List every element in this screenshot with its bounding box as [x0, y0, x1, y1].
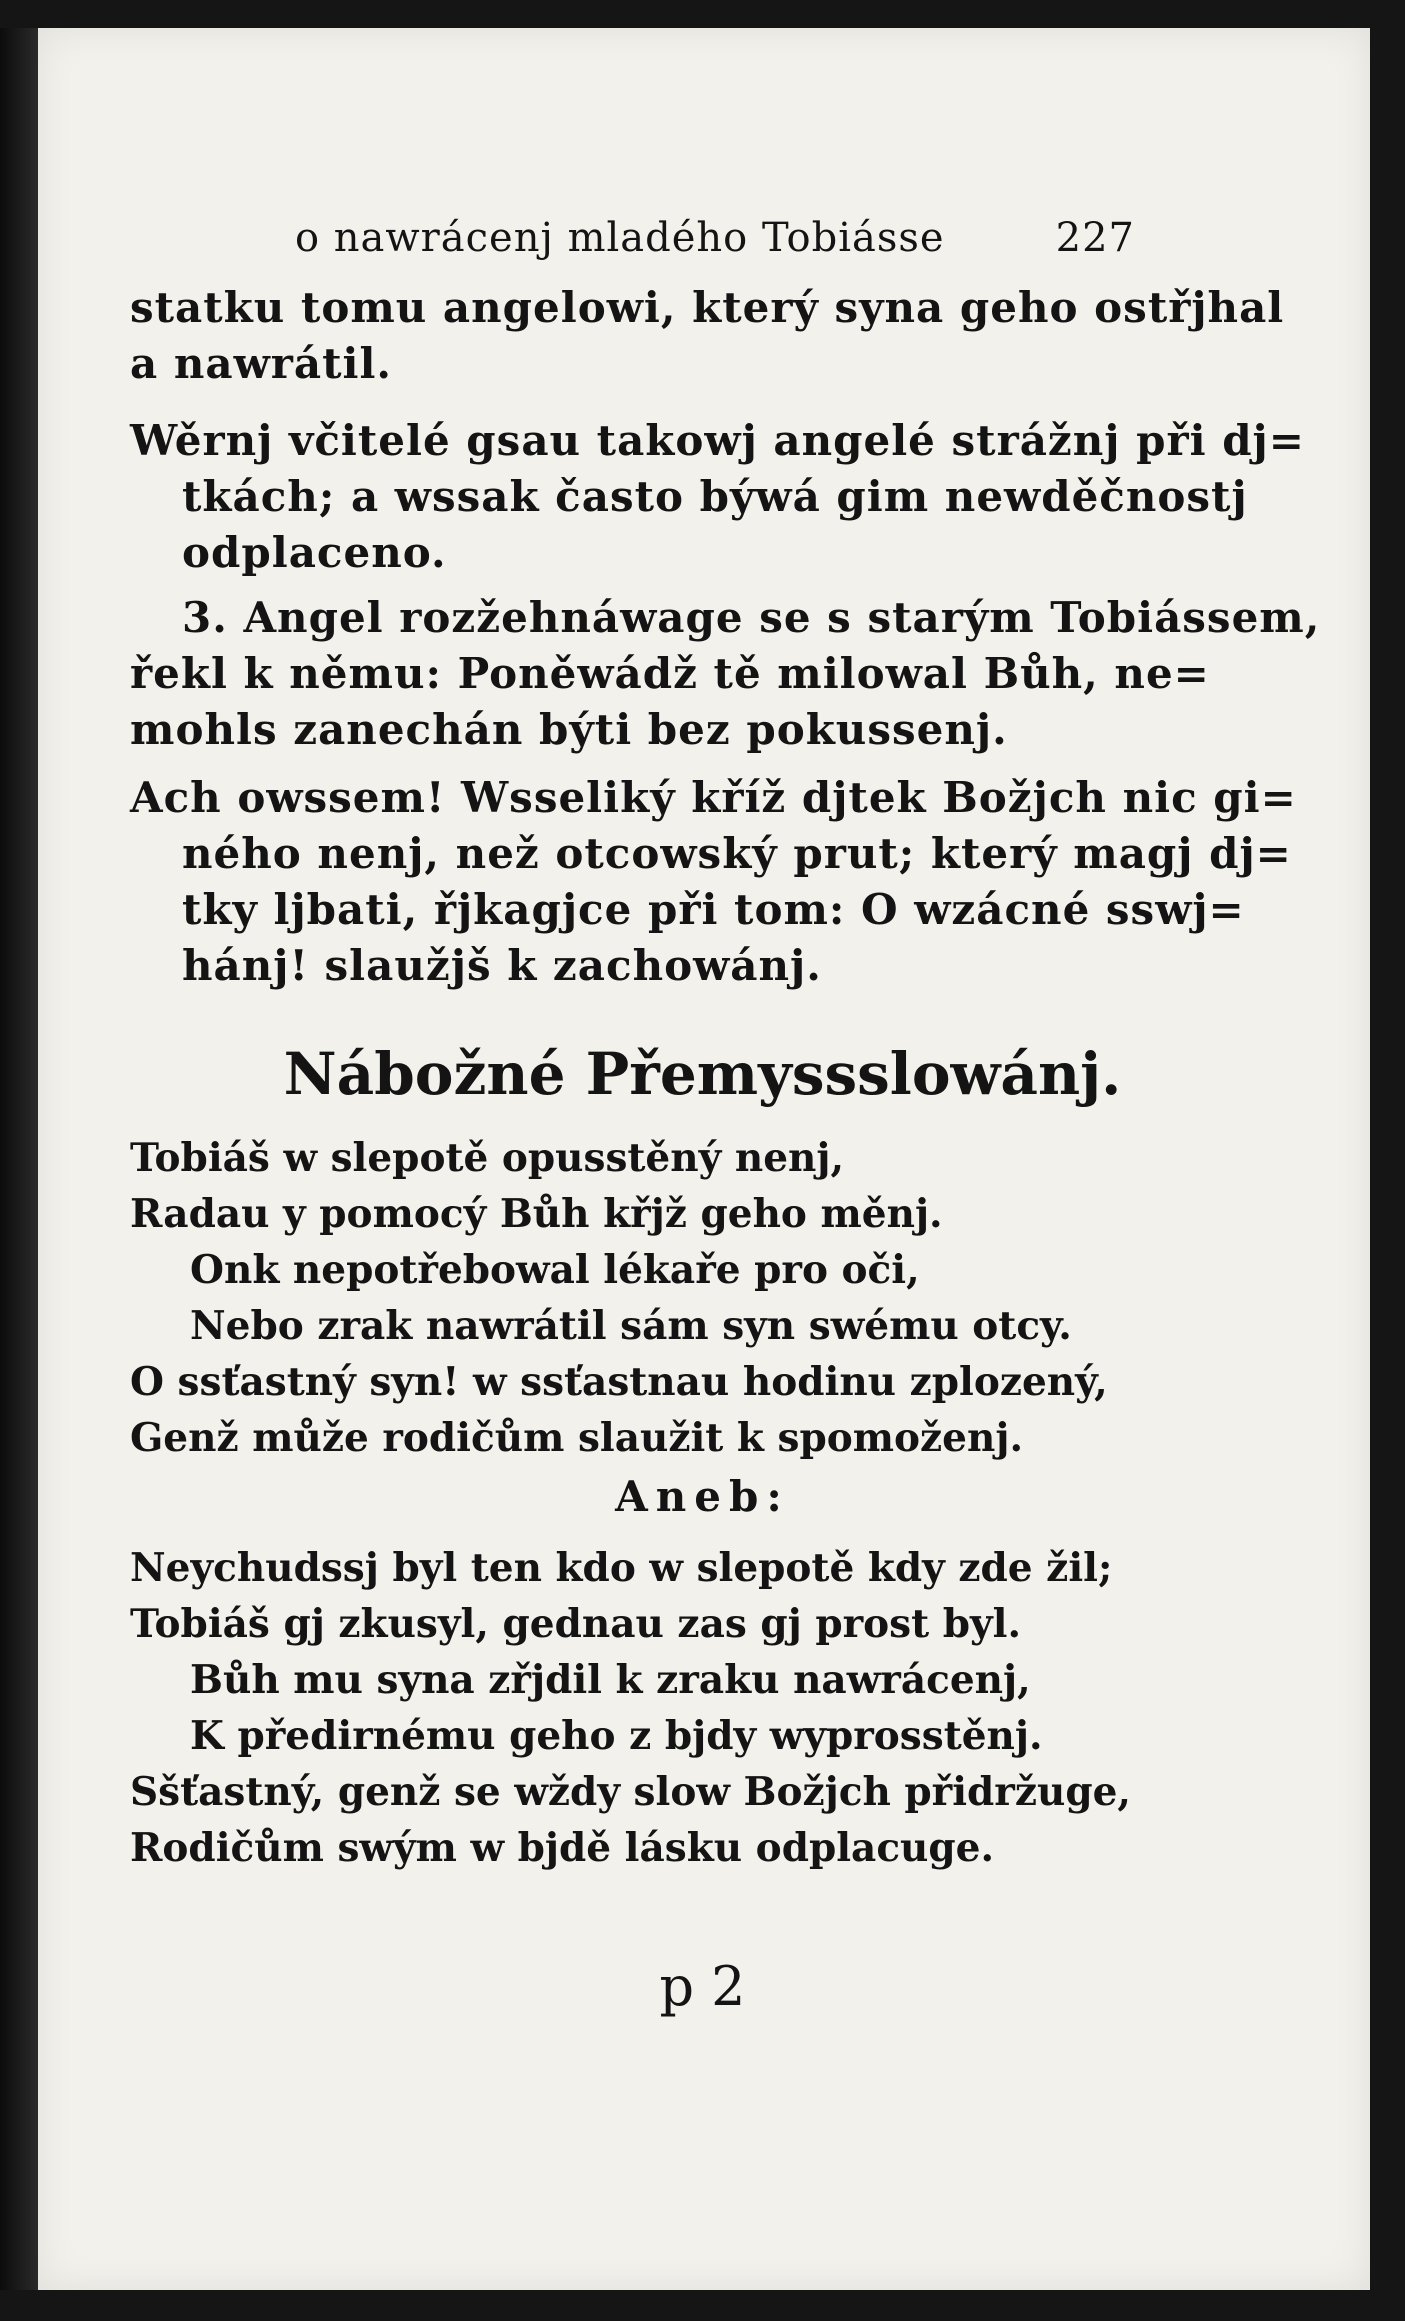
verse-line: Tobiáš gj zkusyl, gednau zas gj prost byl. [130, 1601, 1022, 1647]
verse-line: Sšťastný, genž se wždy slow Božjch přidržuge, [130, 1769, 1132, 1815]
paragraph-2 [130, 413, 1305, 581]
verse-line: Onk nepotřebowal lékaře pro oči, [190, 1247, 920, 1293]
text-line: mohls zanechán býti bez pokussenj. [130, 705, 1008, 754]
paragraph-3 [130, 590, 1321, 758]
text-line: ného nenj, než otcowský prut; který magj dj= [182, 829, 1292, 878]
verse-line: Neychudssj byl ten kdo w slepotě kdy zde žil; [130, 1545, 1113, 1591]
text-line: 3. Angel rozžehnáwage se s starým Tobiássem, [182, 593, 1321, 642]
text-line: řekl k němu: Poněwádž tě milowal Bůh, ne= [130, 649, 1210, 698]
book-spine-edge [0, 28, 38, 2290]
text-line: odplaceno. [182, 528, 447, 577]
verse-line: Genž může rodičům slaužit k spomoženj. [130, 1415, 1024, 1461]
paragraph-4 [130, 770, 1297, 994]
verse-line: K předirnému geho z bjdy wyprosstěnj. [190, 1713, 1043, 1759]
aneb-label: Aneb: [615, 1472, 790, 1521]
verse-stanza-1 [130, 1130, 1170, 1466]
page-number: 227 [1055, 215, 1135, 261]
text-line: Ach owssem! Wsseliký kříž djtek Božjch nic gi= [130, 773, 1297, 822]
verse-line: O ssťastný syn! w ssťastnau hodinu zplozený, [130, 1359, 1108, 1405]
verse-line: Rodičům swým w bjdě lásku odplacuge. [130, 1825, 995, 1871]
running-title: o nawrácenj mladého Tobiásse [295, 215, 945, 261]
text-line: a nawrátil. [130, 339, 393, 388]
signature-mark: p 2 [659, 1955, 746, 2018]
text-line: Wěrnj včitelé gsau takowj angelé strážnj při dj= [130, 416, 1305, 465]
verse-stanza-2 [130, 1540, 1170, 1876]
verse-line: Tobiáš w slepotě opusstěný nenj, [130, 1135, 845, 1181]
verse-line: Nebo zrak nawrátil sám syn swému otcy. [190, 1303, 1072, 1349]
text-line: statku tomu angelowi, který syna geho ostřjhal [130, 283, 1285, 332]
text-line: tky ljbati, řjkagjce při tom: O wzácné sswj= [182, 885, 1245, 934]
paragraph-1 [130, 280, 1285, 392]
section-heading: Nábožné Přemyssslowánj. [283, 1040, 1122, 1108]
text-line: hánj! slaužjš k zachowánj. [182, 941, 822, 990]
verse-line: Radau y pomocý Bůh křjž geho měnj. [130, 1191, 943, 1237]
text-line: tkách; a wssak často býwá gim newděčnostj [182, 472, 1248, 521]
verse-line: Bůh mu syna zřjdil k zraku nawrácenj, [190, 1657, 1031, 1703]
